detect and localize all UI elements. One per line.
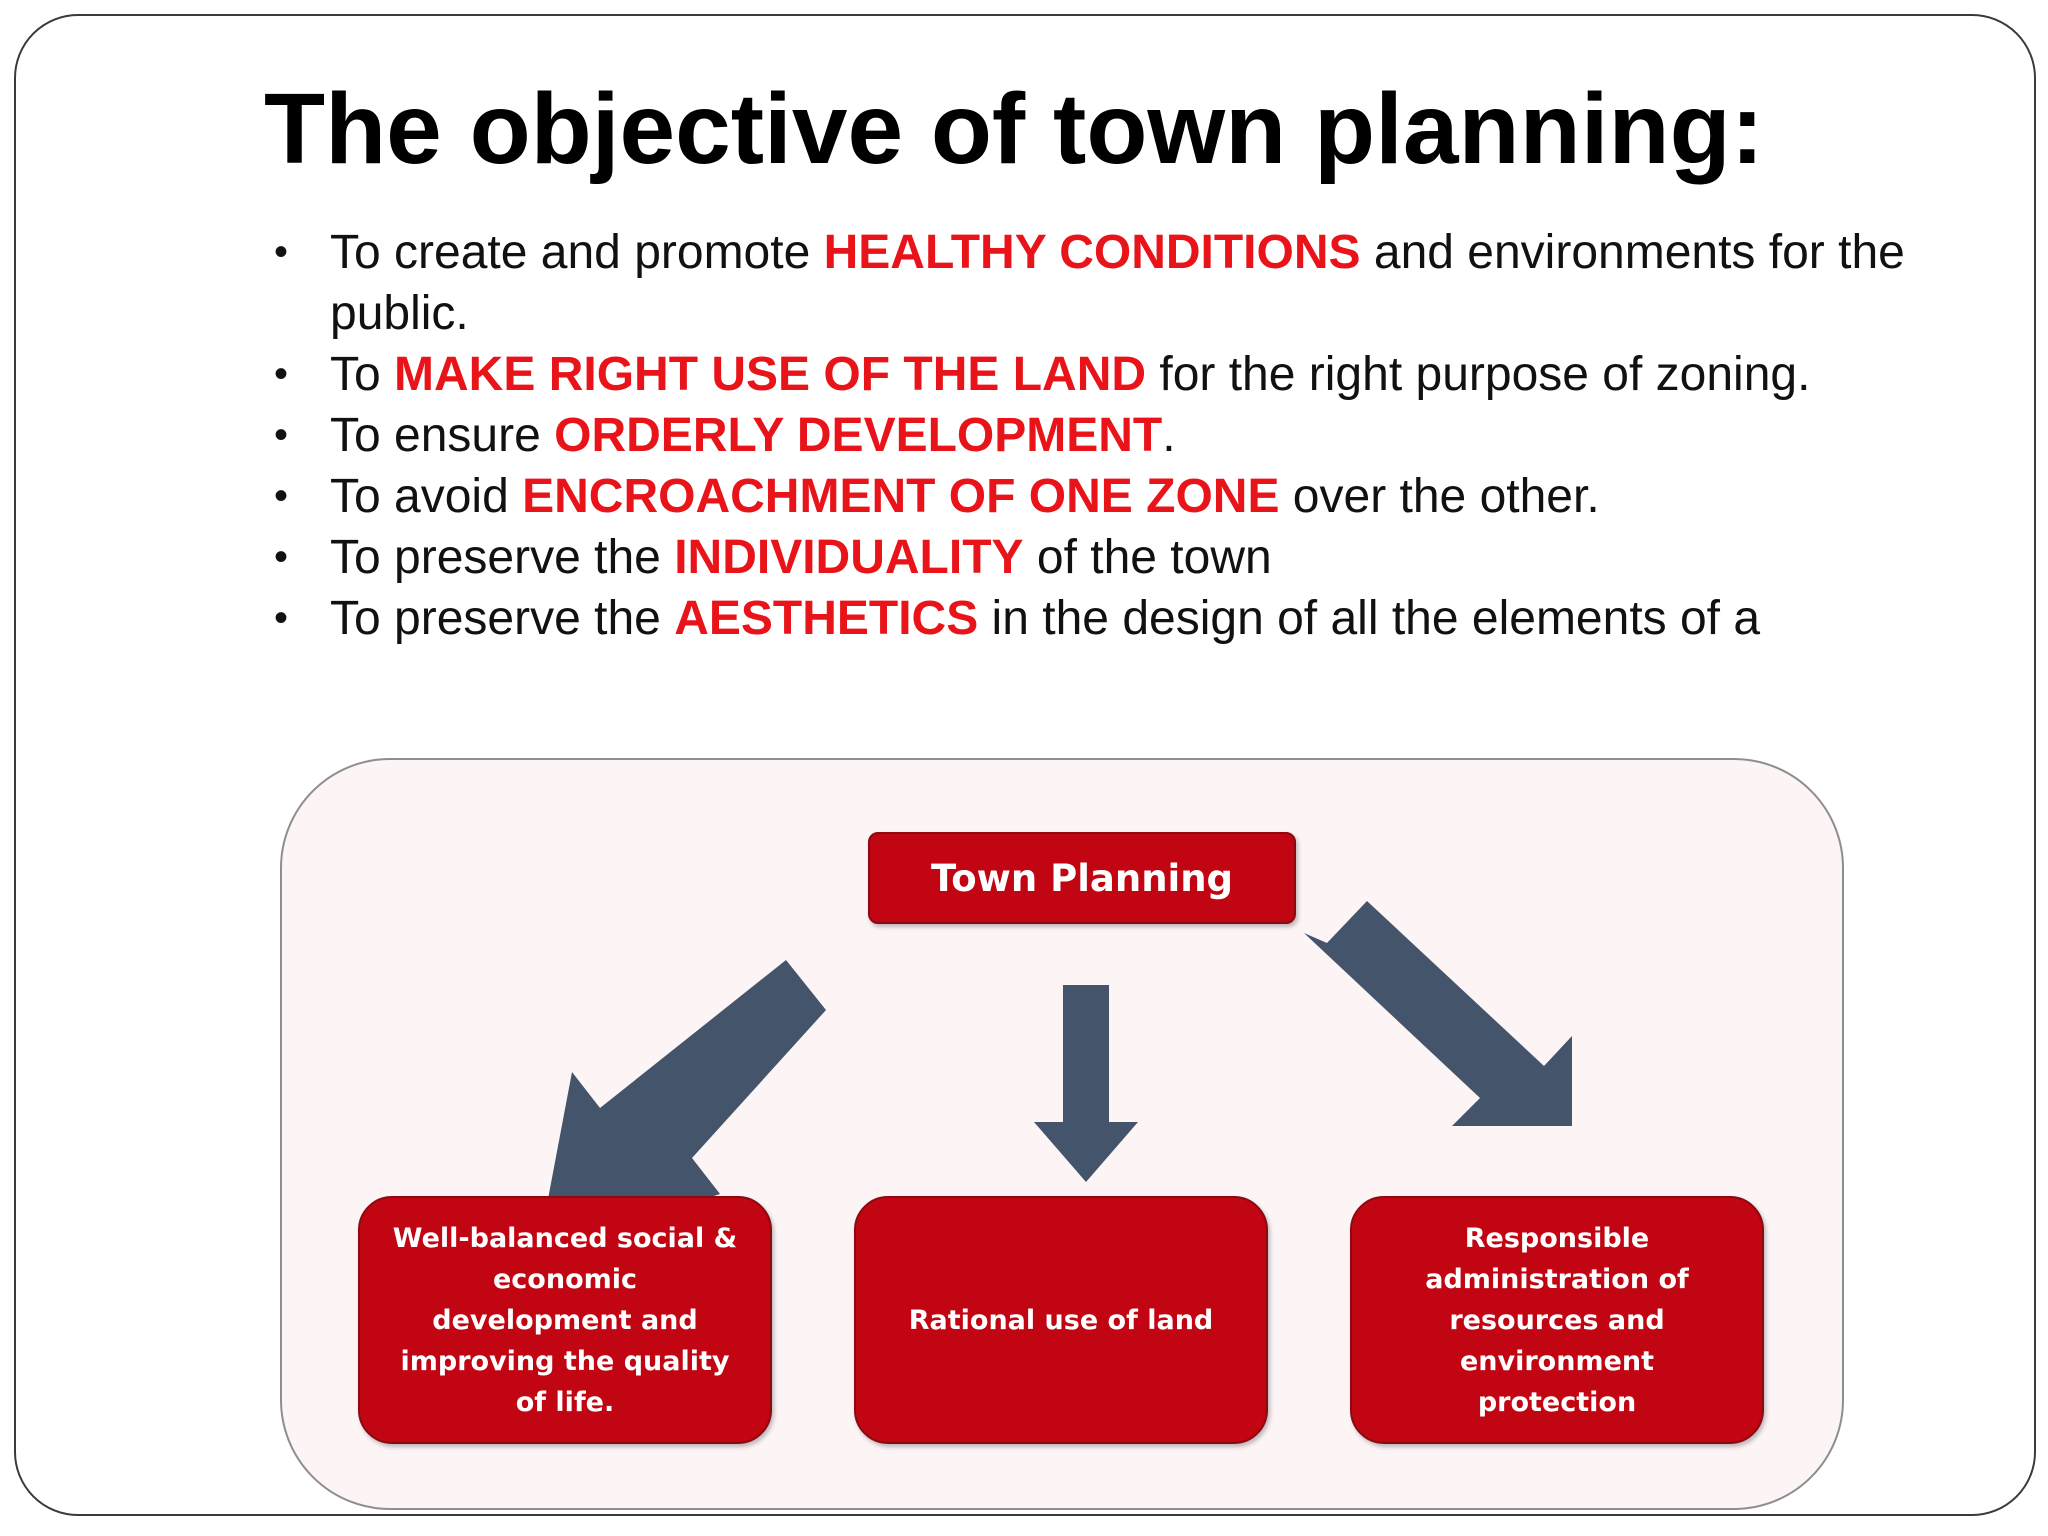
bullet-highlight: MAKE RIGHT USE OF THE LAND xyxy=(394,348,1147,401)
bullet-list xyxy=(264,222,1984,712)
bullet-item xyxy=(264,588,1984,649)
bullet-highlight: HEALTHY CONDITIONS xyxy=(823,226,1361,279)
bullet-text: of the town xyxy=(1023,531,1272,584)
bullet-text: in the design of all the elements of a xyxy=(978,592,1761,645)
bullet-dot: • xyxy=(274,413,289,457)
bullet-text: To preserve the xyxy=(330,531,675,584)
bullet-text: for the right purpose of zoning. xyxy=(1146,348,1811,401)
rational-land-use-node: Rational use of land xyxy=(854,1196,1268,1444)
bullet-highlight: AESTHETICS xyxy=(674,592,979,645)
resource-administration-node: Responsible administration of resources and environment protection xyxy=(1350,1196,1764,1444)
arrow-down-right-icon xyxy=(1304,901,1572,1126)
bullet-text: . xyxy=(1162,409,1176,462)
bullet-dot: • xyxy=(274,596,289,640)
bullet-text: over the other. xyxy=(1279,470,1600,523)
bullet-item xyxy=(264,405,1984,466)
bullet-item xyxy=(264,222,1984,344)
bullet-highlight: ORDERLY DEVELOPMENT xyxy=(554,409,1163,462)
bullet-dot: • xyxy=(274,352,289,396)
bullet-dot: • xyxy=(274,474,289,518)
bullet-highlight: INDIVIDUALITY xyxy=(674,531,1024,584)
bullet-text: To create and promote xyxy=(330,226,824,279)
bullet-highlight: ENCROACHMENT OF ONE ZONE xyxy=(522,470,1280,523)
bullet-item xyxy=(264,344,1984,405)
bullet-dot: • xyxy=(274,230,289,274)
social-economic-node: Well-balanced social & economic development and improving the quality of life. xyxy=(358,1196,772,1444)
bullet-text: To ensure xyxy=(330,409,555,462)
slide-title: The objective of town planning: xyxy=(264,73,1764,185)
bullet-text: To xyxy=(330,348,395,401)
bullet-item xyxy=(264,466,1984,527)
bullet-item xyxy=(264,527,1984,588)
bullet-text: To preserve the xyxy=(330,592,675,645)
diagram-panel xyxy=(280,758,1844,1510)
town-planning-node: Town Planning xyxy=(868,832,1296,924)
arrow-down-icon xyxy=(1034,985,1138,1182)
slide xyxy=(14,14,2036,1516)
bullet-text: To avoid xyxy=(330,470,523,523)
bullet-text: and environments for the public. xyxy=(330,226,1905,340)
bullet-dot: • xyxy=(274,535,289,579)
